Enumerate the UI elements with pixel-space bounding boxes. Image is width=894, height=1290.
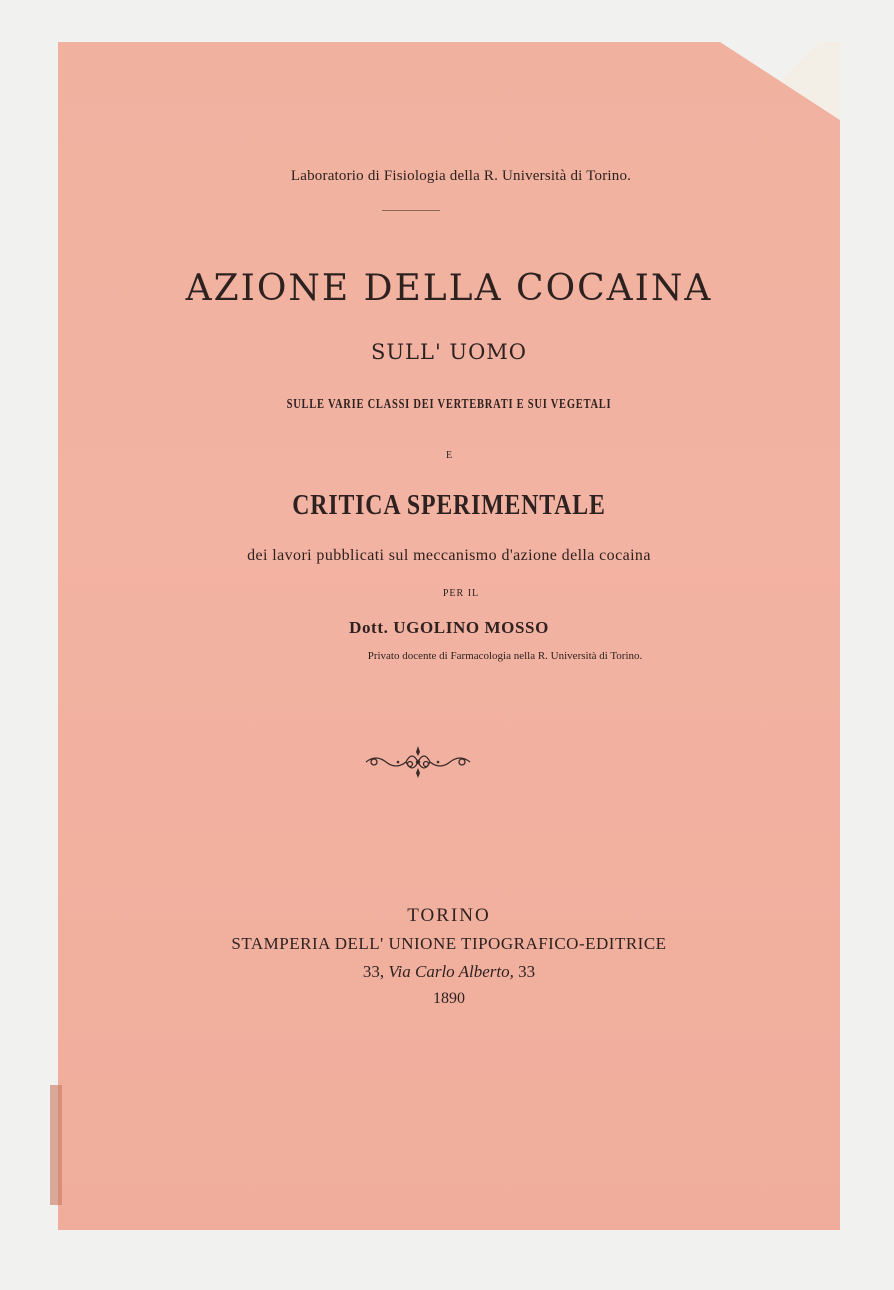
imprint-year: 1890: [433, 990, 465, 1007]
imprint-publisher: STAMPERIA DELL' UNIONE TIPOGRAFICO-EDITRICE: [231, 934, 667, 953]
author-name: Dott. UGOLINO MOSSO: [349, 618, 549, 637]
spine-edge: [50, 1085, 62, 1205]
subtitle-secondary: SULLE VARIE CLASSI DEI VERTEBRATI E SUI VEGETALI: [286, 397, 612, 412]
address-number: 33,: [362, 962, 385, 981]
imprint-address: [58, 962, 840, 982]
divider-rule: [382, 210, 440, 211]
main-title: AZIONE DELLA COCAINA: [185, 268, 713, 309]
author-role: Privato docente di Farmacologia nella R. Università di Torino.: [367, 650, 643, 662]
subtitle: SULL' UOMO: [370, 340, 528, 364]
address-number-2: 33: [518, 962, 536, 981]
description: dei lavori pubblicati sul meccanismo d'azione della cocaina: [247, 547, 651, 564]
floral-ornament-icon: [362, 742, 474, 780]
laboratory-heading: Laboratorio di Fisiologia della R. Università di Torino.: [290, 168, 632, 184]
imprint-city: TORINO: [407, 905, 491, 926]
conjunction: E: [445, 450, 453, 461]
per-il: PER IL: [442, 588, 480, 599]
second-title: CRITICA SPERIMENTALE: [292, 490, 606, 521]
address-street: Via Carlo Alberto,: [388, 962, 514, 981]
